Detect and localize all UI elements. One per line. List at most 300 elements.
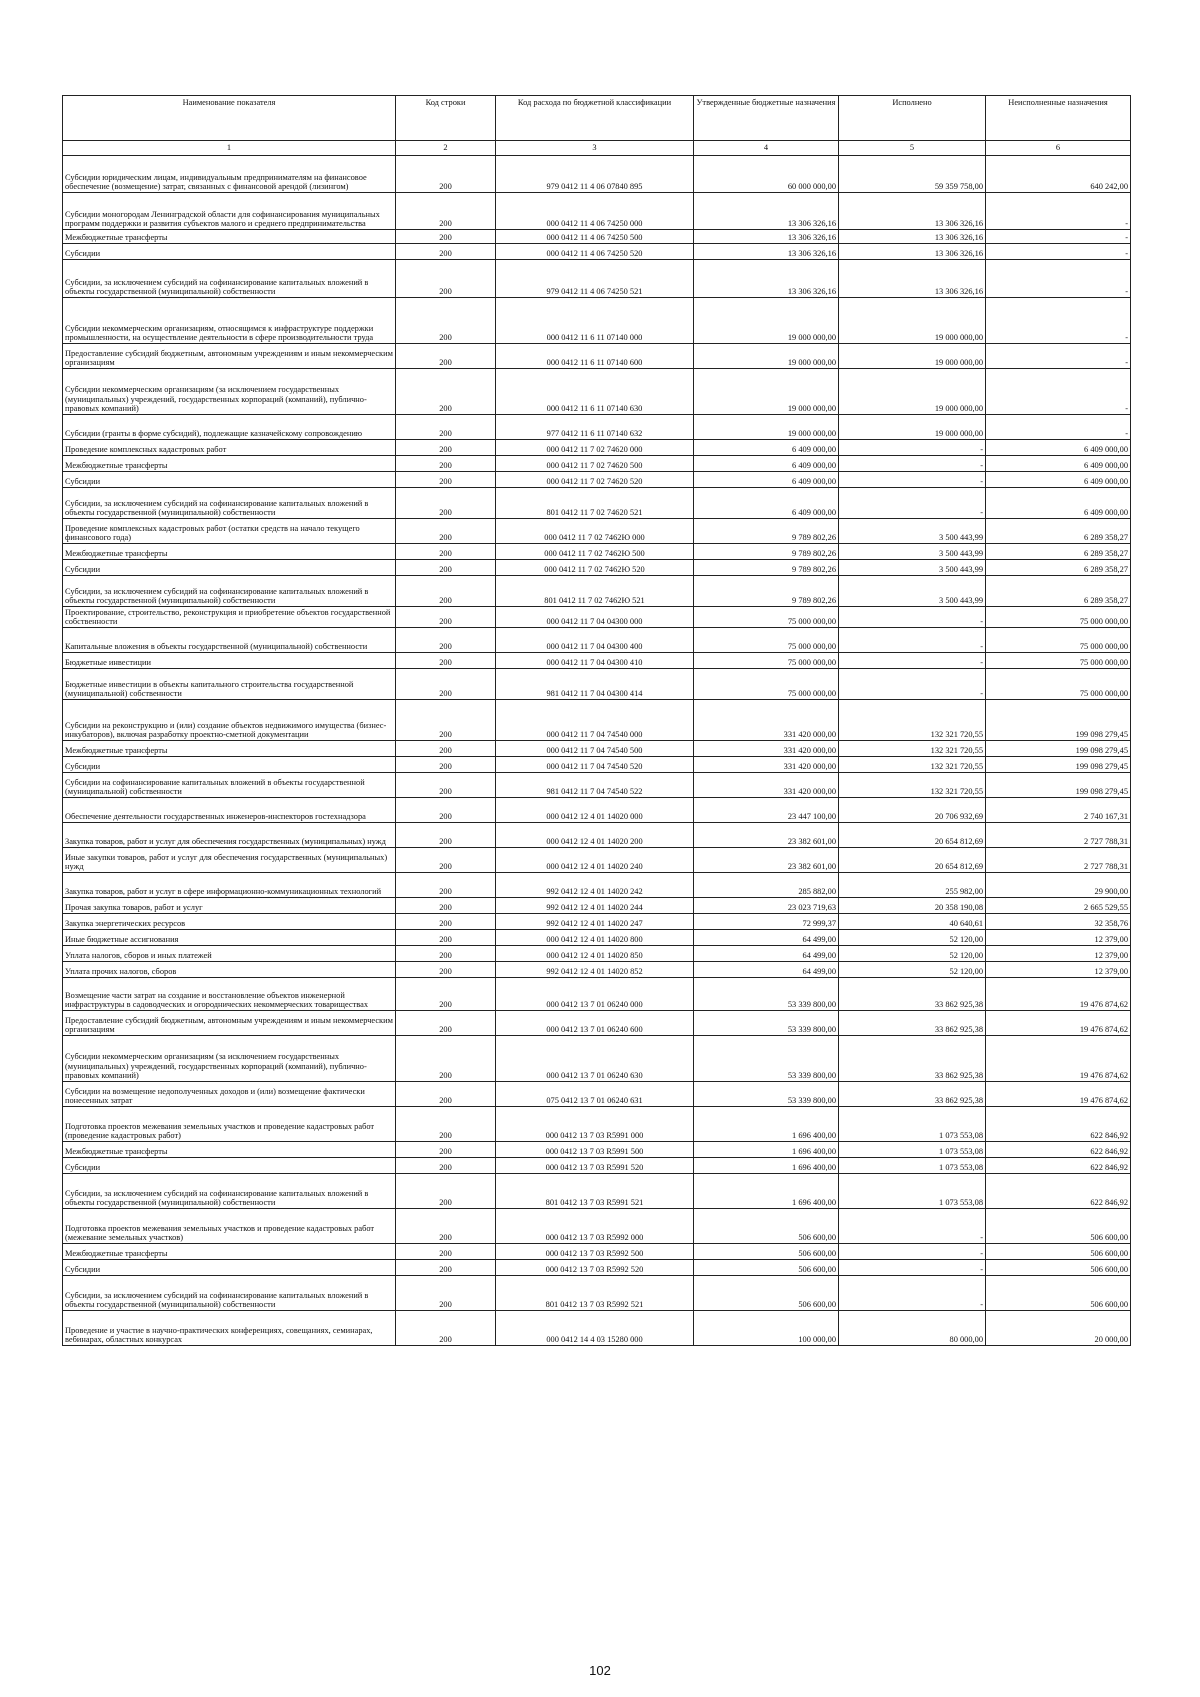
unexecuted-amount-cell: - (986, 298, 1131, 344)
unexecuted-amount-cell: - (986, 230, 1131, 244)
budget-code-cell: 000 0412 11 7 02 74620 500 (496, 456, 694, 472)
approved-amount-cell: 285 882,00 (694, 873, 839, 898)
executed-amount-cell: - (839, 1209, 986, 1244)
executed-amount-cell: 33 862 925,38 (839, 1036, 986, 1082)
executed-amount-cell: - (839, 440, 986, 456)
unexecuted-amount-cell: 199 098 279,45 (986, 773, 1131, 798)
line-code-cell: 200 (396, 472, 496, 488)
indicator-name-cell: Субсидии (гранты в форме субсидий), подлежащие казначейскому сопровождению (63, 415, 396, 440)
unexecuted-amount-cell: 32 358,76 (986, 914, 1131, 930)
table-row (63, 298, 1131, 344)
approved-amount-cell: 6 409 000,00 (694, 488, 839, 519)
budget-code-cell: 075 0412 13 7 01 06240 631 (496, 1082, 694, 1107)
executed-amount-cell: 52 120,00 (839, 930, 986, 946)
line-code-cell: 200 (396, 1158, 496, 1174)
unexecuted-amount-cell: 75 000 000,00 (986, 628, 1131, 653)
approved-amount-cell: 53 339 800,00 (694, 978, 839, 1011)
column-number: 5 (839, 141, 986, 156)
approved-amount-cell: 1 696 400,00 (694, 1158, 839, 1174)
column-number: 1 (63, 141, 396, 156)
budget-code-cell: 000 0412 11 7 04 04300 000 (496, 607, 694, 628)
budget-code-cell: 000 0412 13 7 03 R5992 000 (496, 1209, 694, 1244)
budget-code-cell: 992 0412 12 4 01 14020 247 (496, 914, 694, 930)
executed-amount-cell: 20 654 812,69 (839, 823, 986, 848)
approved-amount-cell: 100 000,00 (694, 1311, 839, 1346)
budget-code-cell: 992 0412 12 4 01 14020 852 (496, 962, 694, 978)
indicator-name-cell: Субсидии на софинансирование капитальных вложений в объекты государственной (муниципальной) собственности (63, 773, 396, 798)
table-row (63, 946, 1131, 962)
table-row (63, 873, 1131, 898)
executed-amount-cell: 33 862 925,38 (839, 978, 986, 1011)
indicator-name-cell: Межбюджетные трансферты (63, 456, 396, 472)
budget-code-cell: 000 0412 11 7 04 74540 000 (496, 700, 694, 741)
line-code-cell: 200 (396, 1082, 496, 1107)
budget-code-cell: 000 0412 13 7 03 R5991 000 (496, 1107, 694, 1142)
indicator-name-cell: Субсидии (63, 472, 396, 488)
executed-amount-cell: 13 306 326,16 (839, 193, 986, 230)
indicator-name-cell: Подготовка проектов межевания земельных участков и проведение кадастровых работ (проведение кадастровых работ) (63, 1107, 396, 1142)
approved-amount-cell: 13 306 326,16 (694, 260, 839, 298)
budget-code-cell: 000 0412 11 6 11 07140 630 (496, 369, 694, 415)
executed-amount-cell: - (839, 607, 986, 628)
budget-code-cell: 801 0412 13 7 03 R5991 521 (496, 1174, 694, 1209)
unexecuted-amount-cell: 75 000 000,00 (986, 653, 1131, 669)
table-row (63, 798, 1131, 823)
budget-code-cell: 000 0412 11 4 06 74250 000 (496, 193, 694, 230)
budget-code-cell: 801 0412 11 7 02 74620 521 (496, 488, 694, 519)
executed-amount-cell: 20 358 190,08 (839, 898, 986, 914)
table-row (63, 823, 1131, 848)
executed-amount-cell: 1 073 553,08 (839, 1107, 986, 1142)
line-code-cell: 200 (396, 930, 496, 946)
line-code-cell: 200 (396, 298, 496, 344)
indicator-name-cell: Межбюджетные трансферты (63, 230, 396, 244)
table-row (63, 607, 1131, 628)
indicator-name-cell: Предоставление субсидий бюджетным, автономным учреждениям и иным некоммерческим организациям (63, 344, 396, 369)
table-row (63, 415, 1131, 440)
approved-amount-cell: 23 382 601,00 (694, 848, 839, 873)
executed-amount-cell: - (839, 653, 986, 669)
approved-amount-cell: 13 306 326,16 (694, 193, 839, 230)
budget-code-cell: 000 0412 11 7 04 04300 410 (496, 653, 694, 669)
executed-amount-cell: 59 359 758,00 (839, 156, 986, 193)
line-code-cell: 200 (396, 873, 496, 898)
unexecuted-amount-cell: 6 289 358,27 (986, 560, 1131, 576)
executed-amount-cell: 52 120,00 (839, 962, 986, 978)
line-code-cell: 200 (396, 456, 496, 472)
budget-code-cell: 979 0412 11 4 06 07840 895 (496, 156, 694, 193)
page-number: 102 (589, 1663, 611, 1678)
unexecuted-amount-cell: 622 846,92 (986, 1158, 1131, 1174)
line-code-cell: 200 (396, 700, 496, 741)
unexecuted-amount-cell: 12 379,00 (986, 946, 1131, 962)
indicator-name-cell: Субсидии на возмещение недополученных доходов и (или) возмещение фактически понесенных затрат (63, 1082, 396, 1107)
unexecuted-amount-cell: 75 000 000,00 (986, 607, 1131, 628)
line-code-cell: 200 (396, 560, 496, 576)
indicator-name-cell: Субсидии некоммерческим организациям, относящимся к инфраструктуре поддержки промышленности, на осуществление деятельности в сфере производительности труда (63, 298, 396, 344)
approved-amount-cell: 6 409 000,00 (694, 440, 839, 456)
executed-amount-cell: 132 321 720,55 (839, 741, 986, 757)
indicator-name-cell: Субсидии (63, 244, 396, 260)
indicator-name-cell: Межбюджетные трансферты (63, 1142, 396, 1158)
executed-amount-cell: 255 982,00 (839, 873, 986, 898)
unexecuted-amount-cell: 622 846,92 (986, 1142, 1131, 1158)
unexecuted-amount-cell: 506 600,00 (986, 1244, 1131, 1260)
unexecuted-amount-cell: - (986, 244, 1131, 260)
table-row (63, 488, 1131, 519)
table-row (63, 898, 1131, 914)
budget-code-cell: 000 0412 13 7 01 06240 600 (496, 1011, 694, 1036)
approved-amount-cell: 6 409 000,00 (694, 456, 839, 472)
approved-amount-cell: 9 789 802,26 (694, 544, 839, 560)
approved-amount-cell: 506 600,00 (694, 1209, 839, 1244)
column-number: 3 (496, 141, 694, 156)
budget-code-cell: 000 0412 11 6 11 07140 000 (496, 298, 694, 344)
table-row (63, 230, 1131, 244)
indicator-name-cell: Субсидии (63, 560, 396, 576)
unexecuted-amount-cell: 506 600,00 (986, 1276, 1131, 1311)
budget-code-cell: 801 0412 11 7 02 7462Ю 521 (496, 576, 694, 607)
approved-amount-cell: 1 696 400,00 (694, 1174, 839, 1209)
approved-amount-cell: 1 696 400,00 (694, 1142, 839, 1158)
budget-code-cell: 992 0412 12 4 01 14020 244 (496, 898, 694, 914)
executed-amount-cell: - (839, 1260, 986, 1276)
indicator-name-cell: Проектирование, строительство, реконструкция и приобретение объектов государственной собственности (63, 607, 396, 628)
executed-amount-cell: 13 306 326,16 (839, 260, 986, 298)
executed-amount-cell: 33 862 925,38 (839, 1082, 986, 1107)
approved-amount-cell: 331 420 000,00 (694, 773, 839, 798)
line-code-cell: 200 (396, 1260, 496, 1276)
budget-code-cell: 992 0412 12 4 01 14020 242 (496, 873, 694, 898)
line-code-cell: 200 (396, 156, 496, 193)
approved-amount-cell: 19 000 000,00 (694, 369, 839, 415)
line-code-cell: 200 (396, 1244, 496, 1260)
line-code-cell: 200 (396, 1311, 496, 1346)
unexecuted-amount-cell: 19 476 874,62 (986, 1036, 1131, 1082)
unexecuted-amount-cell: 506 600,00 (986, 1209, 1131, 1244)
line-code-cell: 200 (396, 1142, 496, 1158)
indicator-name-cell: Межбюджетные трансферты (63, 741, 396, 757)
line-code-cell: 200 (396, 773, 496, 798)
executed-amount-cell: - (839, 1244, 986, 1260)
table-row (63, 962, 1131, 978)
unexecuted-amount-cell: 6 289 358,27 (986, 544, 1131, 560)
unexecuted-amount-cell: 506 600,00 (986, 1260, 1131, 1276)
approved-amount-cell: 23 382 601,00 (694, 823, 839, 848)
indicator-name-cell: Проведение комплексных кадастровых работ (63, 440, 396, 456)
line-code-cell: 200 (396, 823, 496, 848)
unexecuted-amount-cell: - (986, 344, 1131, 369)
unexecuted-amount-cell: 75 000 000,00 (986, 669, 1131, 700)
executed-amount-cell: - (839, 488, 986, 519)
budget-code-cell: 000 0412 13 7 03 R5992 520 (496, 1260, 694, 1276)
executed-amount-cell: 19 000 000,00 (839, 344, 986, 369)
budget-code-cell: 000 0412 11 7 02 7462Ю 000 (496, 519, 694, 544)
unexecuted-amount-cell: 6 409 000,00 (986, 440, 1131, 456)
approved-amount-cell: 64 499,00 (694, 930, 839, 946)
unexecuted-amount-cell: 29 900,00 (986, 873, 1131, 898)
table-row (63, 930, 1131, 946)
indicator-name-cell: Бюджетные инвестиции (63, 653, 396, 669)
table-row (63, 369, 1131, 415)
executed-amount-cell: 52 120,00 (839, 946, 986, 962)
table-row (63, 1107, 1131, 1142)
budget-code-cell: 981 0412 11 7 04 04300 414 (496, 669, 694, 700)
unexecuted-amount-cell: 12 379,00 (986, 962, 1131, 978)
unexecuted-amount-cell: 6 409 000,00 (986, 472, 1131, 488)
executed-amount-cell: 33 862 925,38 (839, 1011, 986, 1036)
executed-amount-cell: 3 500 443,99 (839, 560, 986, 576)
unexecuted-amount-cell: 6 409 000,00 (986, 456, 1131, 472)
budget-code-cell: 000 0412 11 7 02 74620 520 (496, 472, 694, 488)
table-row (63, 848, 1131, 873)
indicator-name-cell: Субсидии юридическим лицам, индивидуальным предпринимателям на финансовое обеспечение (возмещение) затрат, связанных с финансовой арендой (лизингом) (63, 156, 396, 193)
budget-code-cell: 000 0412 11 7 04 04300 400 (496, 628, 694, 653)
line-code-cell: 200 (396, 488, 496, 519)
header-unexecuted: Неисполненные назначения (986, 96, 1131, 141)
unexecuted-amount-cell: 20 000,00 (986, 1311, 1131, 1346)
line-code-cell: 200 (396, 757, 496, 773)
executed-amount-cell: 20 706 932,69 (839, 798, 986, 823)
line-code-cell: 200 (396, 519, 496, 544)
line-code-cell: 200 (396, 653, 496, 669)
budget-code-cell: 977 0412 11 6 11 07140 632 (496, 415, 694, 440)
unexecuted-amount-cell: 199 098 279,45 (986, 741, 1131, 757)
indicator-name-cell: Субсидии, за исключением субсидий на софинансирование капитальных вложений в объекты государственной (муниципальной) собственности (63, 576, 396, 607)
indicator-name-cell: Уплата налогов, сборов и иных платежей (63, 946, 396, 962)
table-row (63, 1276, 1131, 1311)
header-approved: Утвержденные бюджетные назначения (694, 96, 839, 141)
approved-amount-cell: 75 000 000,00 (694, 653, 839, 669)
indicator-name-cell: Иные закупки товаров, работ и услуг для обеспечения государственных (муниципальных) нужд (63, 848, 396, 873)
executed-amount-cell: - (839, 669, 986, 700)
approved-amount-cell: 75 000 000,00 (694, 669, 839, 700)
line-code-cell: 200 (396, 1209, 496, 1244)
indicator-name-cell: Субсидии (63, 757, 396, 773)
budget-code-cell: 000 0412 13 7 03 R5991 520 (496, 1158, 694, 1174)
approved-amount-cell: 331 420 000,00 (694, 700, 839, 741)
line-code-cell: 200 (396, 544, 496, 560)
executed-amount-cell: 19 000 000,00 (839, 369, 986, 415)
budget-code-cell: 000 0412 12 4 01 14020 800 (496, 930, 694, 946)
line-code-cell: 200 (396, 946, 496, 962)
budget-code-cell: 000 0412 11 7 02 7462Ю 520 (496, 560, 694, 576)
unexecuted-amount-cell: 2 665 529,55 (986, 898, 1131, 914)
table-row (63, 456, 1131, 472)
column-number: 6 (986, 141, 1131, 156)
budget-code-cell: 000 0412 12 4 01 14020 200 (496, 823, 694, 848)
unexecuted-amount-cell: - (986, 369, 1131, 415)
approved-amount-cell: 331 420 000,00 (694, 741, 839, 757)
indicator-name-cell: Иные бюджетные ассигнования (63, 930, 396, 946)
line-code-cell: 200 (396, 1174, 496, 1209)
table-row (63, 1036, 1131, 1082)
approved-amount-cell: 9 789 802,26 (694, 576, 839, 607)
table-row (63, 193, 1131, 230)
budget-code-cell: 000 0412 13 7 01 06240 630 (496, 1036, 694, 1082)
approved-amount-cell: 64 499,00 (694, 946, 839, 962)
budget-execution-table (62, 95, 1131, 1346)
line-code-cell: 200 (396, 193, 496, 230)
unexecuted-amount-cell: 6 289 358,27 (986, 576, 1131, 607)
unexecuted-amount-cell: - (986, 193, 1131, 230)
indicator-name-cell: Уплата прочих налогов, сборов (63, 962, 396, 978)
indicator-name-cell: Возмещение части затрат на создание и восстановление объектов инженерной инфраструктуры в садоводческих и огороднических некоммерческих товариществах (63, 978, 396, 1011)
unexecuted-amount-cell: 199 098 279,45 (986, 700, 1131, 741)
indicator-name-cell: Межбюджетные трансферты (63, 544, 396, 560)
table-row (63, 757, 1131, 773)
approved-amount-cell: 9 789 802,26 (694, 519, 839, 544)
line-code-cell: 200 (396, 898, 496, 914)
executed-amount-cell: 132 321 720,55 (839, 757, 986, 773)
unexecuted-amount-cell: - (986, 415, 1131, 440)
executed-amount-cell: - (839, 1276, 986, 1311)
indicator-name-cell: Проведение комплексных кадастровых работ (остатки средств на начало текущего финансового года) (63, 519, 396, 544)
unexecuted-amount-cell: 19 476 874,62 (986, 1011, 1131, 1036)
executed-amount-cell: - (839, 456, 986, 472)
budget-code-cell: 801 0412 13 7 03 R5992 521 (496, 1276, 694, 1311)
budget-code-cell: 000 0412 12 4 01 14020 240 (496, 848, 694, 873)
indicator-name-cell: Прочая закупка товаров, работ и услуг (63, 898, 396, 914)
line-code-cell: 200 (396, 576, 496, 607)
line-code-cell: 200 (396, 914, 496, 930)
indicator-name-cell: Субсидии, за исключением субсидий на софинансирование капитальных вложений в объекты государственной (муниципальной) собственности (63, 260, 396, 298)
executed-amount-cell: 132 321 720,55 (839, 700, 986, 741)
executed-amount-cell: 13 306 326,16 (839, 244, 986, 260)
table-row (63, 576, 1131, 607)
executed-amount-cell: 40 640,61 (839, 914, 986, 930)
approved-amount-cell: 53 339 800,00 (694, 1011, 839, 1036)
executed-amount-cell: 1 073 553,08 (839, 1142, 986, 1158)
approved-amount-cell: 6 409 000,00 (694, 472, 839, 488)
table-row (63, 914, 1131, 930)
table-row (63, 978, 1131, 1011)
line-code-cell: 200 (396, 244, 496, 260)
indicator-name-cell: Закупка энергетических ресурсов (63, 914, 396, 930)
line-code-cell: 200 (396, 962, 496, 978)
approved-amount-cell: 506 600,00 (694, 1244, 839, 1260)
indicator-name-cell: Субсидии (63, 1158, 396, 1174)
approved-amount-cell: 13 306 326,16 (694, 244, 839, 260)
budget-code-cell: 979 0412 11 4 06 74250 521 (496, 260, 694, 298)
table-row (63, 472, 1131, 488)
executed-amount-cell: 80 000,00 (839, 1311, 986, 1346)
approved-amount-cell: 506 600,00 (694, 1260, 839, 1276)
approved-amount-cell: 75 000 000,00 (694, 607, 839, 628)
line-code-cell: 200 (396, 741, 496, 757)
line-code-cell: 200 (396, 669, 496, 700)
line-code-cell: 200 (396, 1276, 496, 1311)
line-code-cell: 200 (396, 230, 496, 244)
indicator-name-cell: Субсидии на реконструкцию и (или) создание объектов недвижимого имущества (бизнес-инкубаторов), включая разработку проектно-сметной документации (63, 700, 396, 741)
line-code-cell: 200 (396, 1036, 496, 1082)
indicator-name-cell: Обеспечение деятельности государственных инженеров-инспекторов гостехнадзора (63, 798, 396, 823)
line-code-cell: 200 (396, 415, 496, 440)
budget-code-cell: 000 0412 13 7 01 06240 000 (496, 978, 694, 1011)
approved-amount-cell: 19 000 000,00 (694, 298, 839, 344)
table-row (63, 1142, 1131, 1158)
unexecuted-amount-cell: 6 289 358,27 (986, 519, 1131, 544)
line-code-cell: 200 (396, 369, 496, 415)
indicator-name-cell: Субсидии некоммерческим организациям (за исключением государственных (муниципальных) учреждений, государственных корпораций (компаний), публично-правовых компаний) (63, 1036, 396, 1082)
table-row (63, 544, 1131, 560)
budget-code-cell: 000 0412 11 6 11 07140 600 (496, 344, 694, 369)
approved-amount-cell: 60 000 000,00 (694, 156, 839, 193)
indicator-name-cell: Субсидии моногородам Ленинградской области для софинансирования муниципальных программ поддержки и развития субъектов малого и среднего предпринимательства (63, 193, 396, 230)
table-row (63, 628, 1131, 653)
table-row (63, 519, 1131, 544)
indicator-name-cell: Субсидии, за исключением субсидий на софинансирование капитальных вложений в объекты государственной (муниципальной) собственности (63, 488, 396, 519)
executed-amount-cell: 13 306 326,16 (839, 230, 986, 244)
table-row (63, 1158, 1131, 1174)
indicator-name-cell: Субсидии, за исключением субсидий на софинансирование капитальных вложений в объекты государственной (муниципальной) собственности (63, 1174, 396, 1209)
column-number-row (63, 141, 1131, 156)
unexecuted-amount-cell: 19 476 874,62 (986, 1082, 1131, 1107)
indicator-name-cell: Субсидии, за исключением субсидий на софинансирование капитальных вложений в объекты государственной (муниципальной) собственности (63, 1276, 396, 1311)
indicator-name-cell: Субсидии (63, 1260, 396, 1276)
executed-amount-cell: 1 073 553,08 (839, 1158, 986, 1174)
unexecuted-amount-cell: 6 409 000,00 (986, 488, 1131, 519)
budget-code-cell: 000 0412 13 7 03 R5992 500 (496, 1244, 694, 1260)
line-code-cell: 200 (396, 848, 496, 873)
approved-amount-cell: 9 789 802,26 (694, 560, 839, 576)
budget-code-cell: 000 0412 12 4 01 14020 850 (496, 946, 694, 962)
table-row (63, 1082, 1131, 1107)
approved-amount-cell: 72 999,37 (694, 914, 839, 930)
indicator-name-cell: Подготовка проектов межевания земельных участков и проведение кадастровых работ (межевание земельных участков) (63, 1209, 396, 1244)
indicator-name-cell: Закупка товаров, работ и услуг для обеспечения государственных (муниципальных) нужд (63, 823, 396, 848)
table-row (63, 560, 1131, 576)
unexecuted-amount-cell: 640 242,00 (986, 156, 1131, 193)
table-row (63, 440, 1131, 456)
table-row (63, 1244, 1131, 1260)
table-row (63, 1209, 1131, 1244)
header-row (63, 96, 1131, 141)
executed-amount-cell: 132 321 720,55 (839, 773, 986, 798)
approved-amount-cell: 13 306 326,16 (694, 230, 839, 244)
table-row (63, 260, 1131, 298)
budget-code-cell: 981 0412 11 7 04 74540 522 (496, 773, 694, 798)
indicator-name-cell: Бюджетные инвестиции в объекты капитального строительства государственной (муниципальной) собственности (63, 669, 396, 700)
table-row (63, 156, 1131, 193)
indicator-name-cell: Субсидии некоммерческим организациям (за исключением государственных (муниципальных) учреждений, государственных корпораций (компаний), публично-правовых компаний) (63, 369, 396, 415)
unexecuted-amount-cell: 19 476 874,62 (986, 978, 1131, 1011)
executed-amount-cell: - (839, 472, 986, 488)
line-code-cell: 200 (396, 344, 496, 369)
budget-code-cell: 000 0412 11 4 06 74250 500 (496, 230, 694, 244)
approved-amount-cell: 19 000 000,00 (694, 344, 839, 369)
table-row (63, 244, 1131, 260)
table-row (63, 653, 1131, 669)
approved-amount-cell: 1 696 400,00 (694, 1107, 839, 1142)
budget-code-cell: 000 0412 13 7 03 R5991 500 (496, 1142, 694, 1158)
unexecuted-amount-cell: 2 727 788,31 (986, 823, 1131, 848)
approved-amount-cell: 19 000 000,00 (694, 415, 839, 440)
budget-code-cell: 000 0412 11 4 06 74250 520 (496, 244, 694, 260)
header-budget-code: Код расхода по бюджетной классификации (496, 96, 694, 141)
executed-amount-cell: 3 500 443,99 (839, 544, 986, 560)
line-code-cell: 200 (396, 628, 496, 653)
indicator-name-cell: Межбюджетные трансферты (63, 1244, 396, 1260)
budget-code-cell: 000 0412 11 7 04 74540 520 (496, 757, 694, 773)
executed-amount-cell: 3 500 443,99 (839, 576, 986, 607)
header-executed: Исполнено (839, 96, 986, 141)
table-row (63, 773, 1131, 798)
approved-amount-cell: 23 023 719,63 (694, 898, 839, 914)
line-code-cell: 200 (396, 440, 496, 456)
approved-amount-cell: 75 000 000,00 (694, 628, 839, 653)
budget-code-cell: 000 0412 11 7 04 74540 500 (496, 741, 694, 757)
